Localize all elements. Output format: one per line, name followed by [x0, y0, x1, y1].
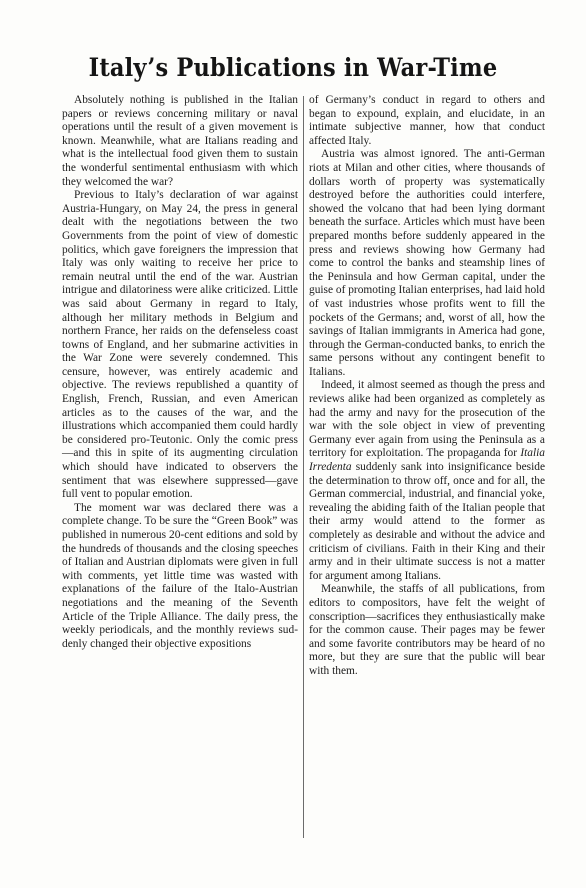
paragraph-text: suddenly sank into insignificance beside the determination to throw off, once and for all, the German commercial, industrial, and financial yoke, revealing the abiding faith of the Italian people that their army would attend to the former as completely as desirable and without the advice and criticism of civilians. Faith in their King and their army and in their ultimate success is not a matter for argument among Italians.: [309, 461, 545, 582]
paragraph: The moment war was declared there was a complete change. To be sure the “Green Book” was published in numerous 20-cent editions and sold by the hundreds of thousands and the closing speeches of Italian and Austrian diplomats were given in full with comments, yet little time was wasted with explanations of the failure of the Italo-Austrian negotiations and the meaning of the Seventh Article of the Triple Alliance. The daily press, the weekly periodicals, and the monthly reviews suddenly changed their objective expositions: [62, 501, 298, 650]
paragraph: Meanwhile, the staffs of all publications, from editors to compositors, have felt the weight of conscription—sacrifices they enthusiastically make for the common cause. Their pages may be fewer and some favorite contributors may be heard of no more, but they are sure that the public will bear with them.: [309, 583, 545, 677]
paragraph: [309, 379, 545, 583]
paragraph-text: Indeed, it almost seemed as though the press and reviews alike had been organized as completely as had the army and navy for the prosecution of the war with the sole object in view of preventing Germany ever again from using the Peninsula as a territory for exploitation. The propaganda for: [309, 379, 545, 460]
paragraph: Absolutely nothing is published in the Italian papers or reviews concerning military or naval operations until the result of a given movement is known. Meanwhile, what are Italians reading and what is the intellectual food given them to sustain the wonderful sentimental enthusiasm with which they welcomed the war?: [62, 94, 298, 188]
paragraph-continuation: of Germany’s conduct in regard to others and began to expound, explain, and elucidate, in an intimate subjective manner, how that conduct affected Italy.: [309, 94, 545, 147]
paragraph: Austria was almost ignored. The anti-German riots at Milan and other cities, where thousands of dollars worth of property was systematically destroyed before the authorities could interfere, showed the volcano that had been lying dormant beneath the surface. Articles which must have been prepared months before suddenly appeared in the press and reviews showing how Germany had come to control the banks and steamship lines of the Peninsula and how German capital, under the guise of promoting Italian enterprises, had laid hold of vast industries whose profits went to fill the pockets of the Germans; and, worst of all, how the savings of Italian immigrants in America had gone, through the German-conducted banks, to enrich the same persons without any contingent benefit to Italians.: [309, 148, 545, 378]
column-divider: [303, 96, 304, 838]
article-title: Italy’s Publications in War-Time: [88, 53, 498, 82]
italic-phrase: Italia Irredenta: [309, 447, 545, 474]
paragraph: Previous to Italy’s declaration of war against Austria-Hungary, on May 24, the press in general dealt with the negotiations between the two Governments from the point of view of domestic politics, which gave foreigners the impression that Italy was only waiting to receive her price to remain neutral until the end of the war. Austrian intrigue and dilatoriness were alike criticized. Little was said about Germany in regard to Italy, although her military methods in Belgium and northern France, her raids on the defenseless coast towns of England, and her submarine activities in the War Zone were severely condemned. This censure, however, was entirely academic and objective. The reviews republished a quantity of English, French, Russian, and even American articles as to the causes of the war, and the illustrations which accompanied them could hardly be considered pro-Teutonic. Only the comic press—and this in spite of its augmenting circulation which should have indicated to observers the sentiment that was elsewhere suppressed—gave full vent to popular emotion.: [62, 189, 298, 501]
left-column: [62, 94, 298, 651]
right-column: [309, 94, 545, 679]
